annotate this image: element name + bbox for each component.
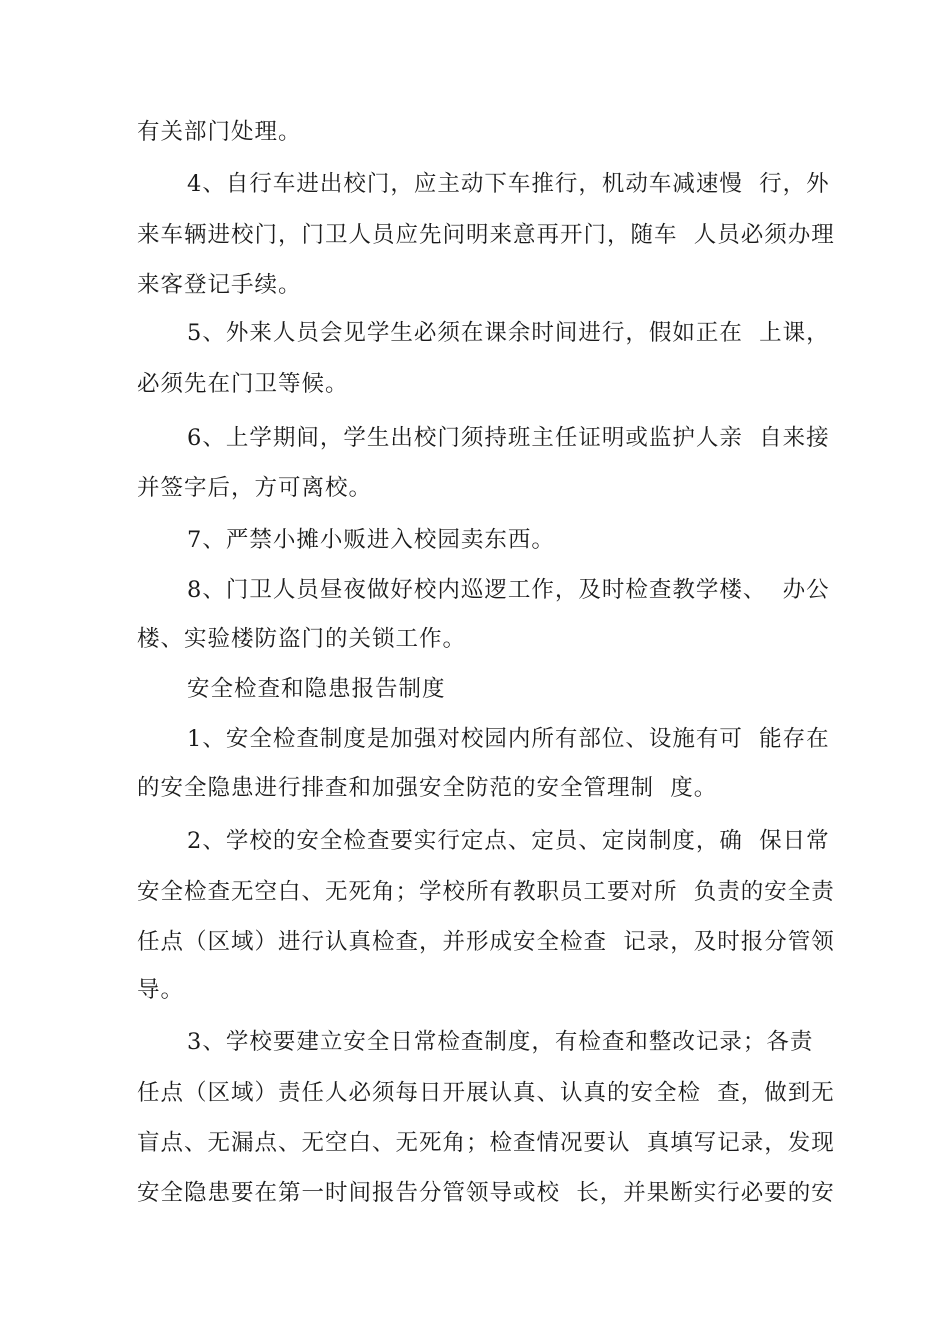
text-line: 6、上学期间，学生出校门须持班主任证明或监护人亲 自来接 xyxy=(187,425,830,451)
text-line: 2、学校的安全检查要实行定点、定员、定岗制度，确 保日常 xyxy=(187,828,830,854)
text-line: 3、学校要建立安全日常检查制度，有检查和整改记录；各责 xyxy=(187,1029,814,1055)
text-line: 5、外来人员会见学生必须在课余时间进行，假如正在 上课， xyxy=(187,320,830,346)
text-line: 任点（区域）责任人必须每日开展认真、认真的安全检 查，做到无 xyxy=(137,1080,835,1106)
text-line: 导。 xyxy=(137,977,185,1003)
text-line: 并签字后，方可离校。 xyxy=(137,475,373,501)
text-line: 来客登记手续。 xyxy=(137,272,302,298)
text-line: 安全隐患要在第一时间报告分管领导或校 长，并果断实行必要的安 xyxy=(137,1180,835,1206)
text-line: 来车辆进校门，门卫人员应先问明来意再开门，随车 人员必须办理 xyxy=(137,222,835,248)
text-line: 的安全隐患进行排查和加强安全防范的安全管理制 度。 xyxy=(137,775,718,801)
text-line: 有关部门处理。 xyxy=(137,119,302,145)
text-line: 楼、实验楼防盗门的关锁工作。 xyxy=(137,626,467,652)
text-line: 1、安全检查制度是加强对校园内所有部位、设施有可 能存在 xyxy=(187,726,830,752)
section-heading: 安全检查和隐患报告制度 xyxy=(187,676,446,702)
text-line: 7、严禁小摊小贩进入校园卖东西。 xyxy=(187,527,555,553)
text-line: 8、门卫人员昼夜做好校内巡逻工作，及时检查教学楼、 办公 xyxy=(187,577,830,603)
text-line: 安全检查无空白、无死角；学校所有教职员工要对所 负责的安全责 xyxy=(137,879,835,905)
text-line: 盲点、无漏点、无空白、无死角；检查情况要认 真填写记录，发现 xyxy=(137,1130,835,1156)
text-line: 必须先在门卫等候。 xyxy=(137,371,349,397)
text-line: 任点（区域）进行认真检查，并形成安全检查 记录，及时报分管领 xyxy=(137,929,835,955)
text-line: 4、自行车进出校门，应主动下车推行，机动车减速慢 行，外 xyxy=(187,171,830,197)
